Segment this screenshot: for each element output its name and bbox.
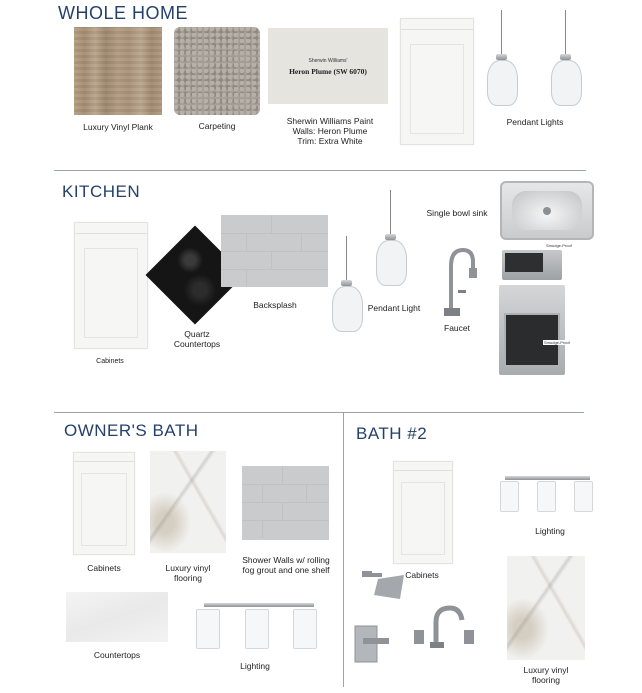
paint-caption-line1: Sherwin Williams Paint: [286, 116, 374, 126]
luxury-vinyl-plank-caption: Luxury Vinyl Plank: [83, 122, 153, 132]
bath2-lighting-caption: Lighting: [535, 526, 565, 536]
quartz-caption-line1: Quartz: [184, 329, 210, 339]
owners-bath-flooring-caption-line2: flooring: [174, 573, 202, 583]
vanity-light-bar: [505, 476, 590, 480]
owners-bath-flooring-caption-line1: Luxury vinyl: [165, 563, 211, 573]
luxury-vinyl-plank-swatch: [74, 27, 162, 115]
pendant-light-icon: [551, 60, 582, 106]
microwave: [502, 250, 562, 280]
sink-caption: Single bowl sink: [426, 208, 488, 218]
carpet-swatch: [174, 27, 260, 115]
backsplash-caption: Backsplash: [253, 300, 297, 310]
vanity-light-icon: [537, 481, 556, 512]
section-divider: [54, 170, 586, 171]
section-title-owners-bath: OWNER'S BATH: [64, 421, 199, 440]
bath2-flooring-caption-line1: Luxury vinyl: [523, 665, 569, 675]
section-title-whole-home: WHOLE HOME: [58, 3, 189, 23]
section-title-bath2: BATH #2: [356, 424, 428, 443]
shower-valve-icon: [353, 624, 393, 664]
paint-caption-line2: Walls: Heron Plume: [292, 126, 368, 136]
vanity-light-icon: [245, 609, 269, 649]
bath2-cabinets-caption: Cabinets: [405, 570, 439, 580]
shower-wall-tile-swatch: [242, 466, 329, 540]
carpet-caption: Carpeting: [198, 121, 236, 131]
owners-bath-cabinet-door: [73, 452, 135, 555]
bath-divider: [343, 412, 344, 687]
bath2-flooring-caption-line2: flooring: [532, 675, 560, 685]
smudge-proof-tag: Smudge-Proof: [546, 243, 572, 248]
pendant-cord: [346, 236, 347, 282]
shower-head-icon: [360, 569, 408, 605]
pendant-light-icon: [376, 240, 407, 286]
bath2-flooring-swatch: [507, 556, 585, 660]
paint-swatch-brand: Sherwin Williams': [308, 58, 348, 64]
faucet-caption: Faucet: [444, 323, 470, 333]
single-bowl-sink: [500, 181, 594, 240]
vanity-light-icon: [196, 609, 220, 649]
vanity-light-icon: [293, 609, 317, 649]
pendant-light-icon: [487, 60, 518, 106]
kitchen-cabinet-door: [74, 222, 148, 349]
section-title-kitchen: KITCHEN: [62, 182, 141, 201]
owners-bath-flooring-swatch: [150, 451, 226, 553]
shower-walls-caption-line1: Shower Walls w/ rolling: [242, 555, 330, 565]
backsplash-tile-swatch: [221, 215, 328, 287]
range-oven: [499, 285, 565, 375]
owners-bath-lighting-caption: Lighting: [240, 661, 270, 671]
owners-bath-countertop-swatch: [66, 592, 168, 642]
pendant-lights-caption: Pendant Lights: [506, 117, 564, 127]
quartz-caption-line2: Countertops: [173, 339, 221, 349]
bath2-cabinet-door: [393, 461, 453, 564]
pendant-cord: [501, 10, 502, 56]
paint-swatch-name: Heron Plume (SW 6070): [289, 67, 367, 76]
section-divider: [54, 412, 584, 413]
shower-walls-caption-line2: fog grout and one shelf: [242, 565, 330, 575]
paint-caption-line3: Trim: Extra White: [297, 136, 363, 146]
pendant-light-caption: Pendant Light: [367, 303, 421, 313]
vanity-light-icon: [574, 481, 593, 512]
bath-faucet-icon: [410, 602, 478, 650]
paint-swatch: [268, 28, 388, 104]
pendant-cord: [390, 190, 391, 236]
pendant-cord: [565, 10, 566, 56]
vanity-light-bar: [204, 603, 314, 607]
owners-bath-cabinets-caption: Cabinets: [87, 563, 121, 573]
faucet-icon: [433, 246, 478, 318]
owners-bath-countertops-caption: Countertops: [93, 650, 141, 660]
whole-home-cabinet-door: [400, 18, 474, 145]
smudge-proof-tag: Smudge-Proof: [544, 340, 570, 345]
vanity-light-icon: [500, 481, 519, 512]
kitchen-cabinets-caption: Cabinets: [96, 358, 124, 365]
